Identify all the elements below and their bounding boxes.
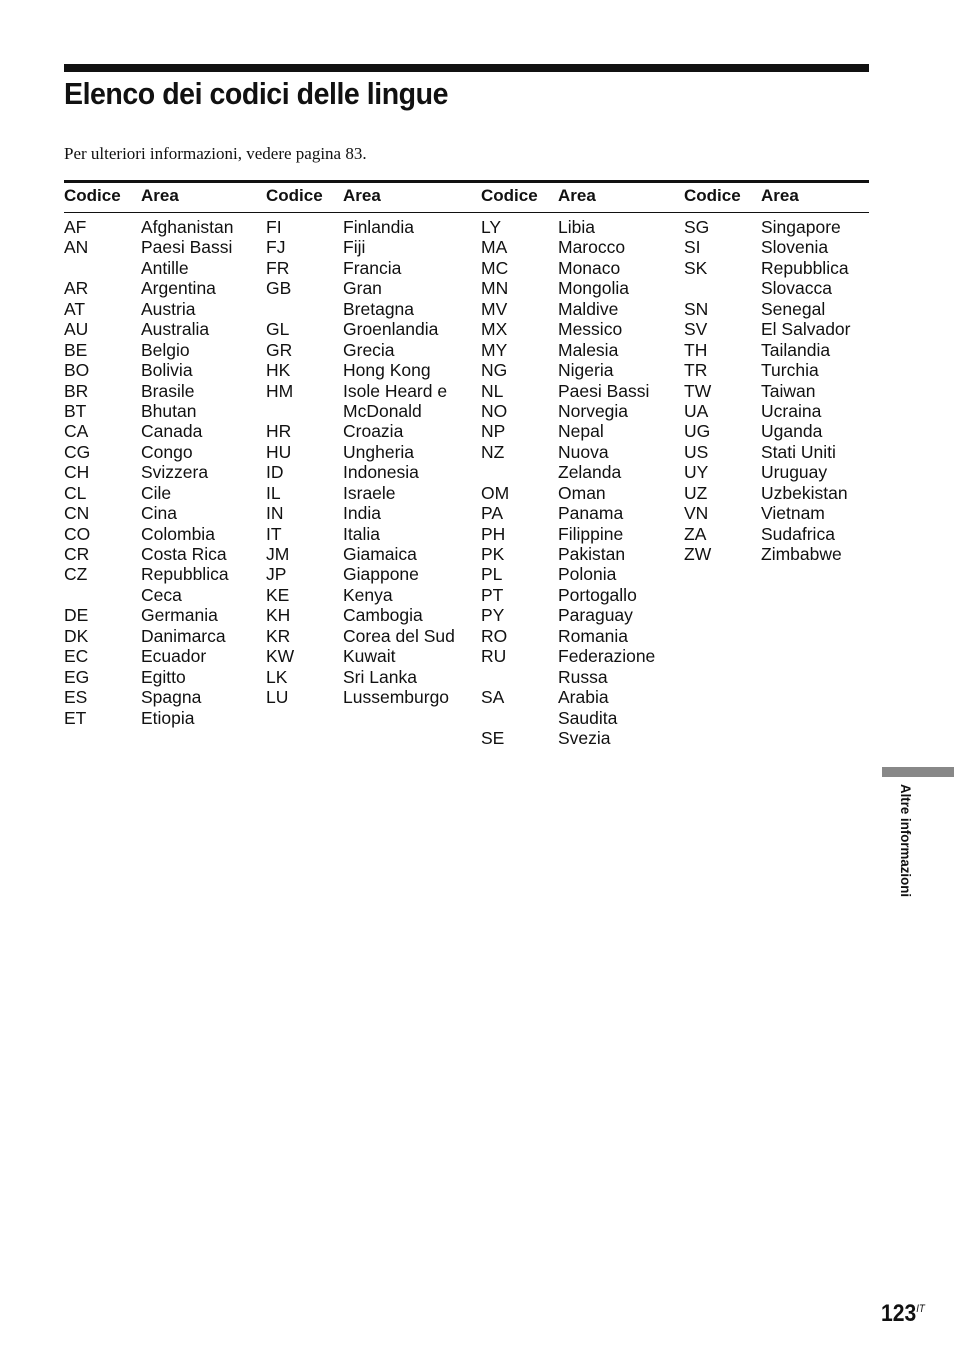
cell-area: Maldive <box>558 298 619 319</box>
cell-area: Repubblica <box>141 564 229 585</box>
cell-area: Portogallo <box>558 584 637 605</box>
cell-code: BO <box>64 360 90 381</box>
title-rule <box>64 64 869 72</box>
cell-code: ID <box>266 462 284 483</box>
cell-area: Repubblica <box>761 257 849 278</box>
header-code: Codice <box>64 186 121 205</box>
cell-code: CG <box>64 441 91 462</box>
cell-code: HM <box>266 380 294 401</box>
cell-area: Etiopia <box>141 707 195 728</box>
cell-area: Colombia <box>141 523 215 544</box>
cell-area: Senegal <box>761 298 826 319</box>
cell-area: Uzbekistan <box>761 482 848 503</box>
cell-area: Svezia <box>558 727 611 748</box>
cell-area: Danimarca <box>141 625 226 646</box>
cell-code: TR <box>684 360 708 381</box>
header-area: Area <box>141 186 179 205</box>
cell-code: SN <box>684 298 709 319</box>
side-tab-label: Altre informazioni <box>898 784 914 898</box>
cell-area: Norvegia <box>558 400 629 421</box>
cell-area: Ceca <box>141 584 182 605</box>
cell-code: OM <box>481 482 510 503</box>
cell-code: MY <box>481 339 508 360</box>
cell-code: UY <box>684 462 709 483</box>
cell-area: Panama <box>558 503 624 524</box>
cell-area: Turchia <box>761 360 819 381</box>
cell-code: GB <box>266 278 292 299</box>
cell-area: Cambogia <box>343 605 423 626</box>
cell-code: FR <box>266 257 290 278</box>
cell-code: NG <box>481 360 508 381</box>
cell-area: Nuova <box>558 441 609 462</box>
cell-code: MX <box>481 319 508 340</box>
header-area: Area <box>558 186 596 205</box>
cell-code: PK <box>481 544 505 564</box>
cell-area: Kuwait <box>343 646 396 667</box>
cell-code: HK <box>266 360 291 381</box>
cell-code: SE <box>481 727 505 748</box>
cell-code: PL <box>481 564 503 585</box>
cell-area: Paraguay <box>558 605 633 626</box>
cell-area: Messico <box>558 319 623 340</box>
cell-code: BT <box>64 400 87 421</box>
cell-code: NP <box>481 421 506 442</box>
cell-area: Giappone <box>343 564 419 585</box>
cell-code: CL <box>64 482 87 503</box>
cell-code: PH <box>481 523 506 544</box>
cell-code: CO <box>64 523 91 544</box>
cell-area: Bhutan <box>141 400 197 421</box>
cell-area: Argentina <box>141 278 216 299</box>
cell-code: BR <box>64 380 89 401</box>
cell-code: MA <box>481 237 508 258</box>
cell-area: Antille <box>141 257 189 278</box>
cell-code: AT <box>64 298 86 319</box>
cell-code: DE <box>64 605 89 626</box>
cell-area: Filippine <box>558 523 624 544</box>
cell-area: Bretagna <box>343 298 415 319</box>
cell-area: Romania <box>558 625 629 646</box>
cell-area: India <box>343 503 381 524</box>
page-number-value: 123 <box>881 1300 917 1327</box>
cell-code: DK <box>64 625 89 646</box>
cell-code: JP <box>266 564 287 585</box>
cell-area: Costa Rica <box>141 544 227 564</box>
cell-code: UG <box>684 421 711 442</box>
cell-area: Russa <box>558 666 608 687</box>
cell-area: Ucraina <box>761 400 822 421</box>
header-area: Area <box>343 186 381 205</box>
cell-area: Federazione <box>558 646 656 667</box>
cell-area: Zelanda <box>558 462 622 483</box>
cell-code: IT <box>266 523 282 544</box>
cell-code: MC <box>481 257 509 278</box>
cell-area: Belgio <box>141 339 190 360</box>
cell-code: SA <box>481 687 505 708</box>
cell-code: US <box>684 441 709 462</box>
cell-code: BE <box>64 339 88 360</box>
cell-code: AR <box>64 278 89 299</box>
cell-area: Indonesia <box>343 462 419 483</box>
cell-area: McDonald <box>343 400 422 421</box>
intro-text: Per ulteriori informazioni, vedere pagina 83. <box>64 144 367 163</box>
cell-code: CN <box>64 503 90 524</box>
cell-area: Svizzera <box>141 462 209 483</box>
cell-code: TH <box>684 339 708 360</box>
cell-area: Francia <box>343 257 402 278</box>
cell-area: Slovacca <box>761 278 833 299</box>
cell-area: Grecia <box>343 339 395 360</box>
cell-code: IN <box>266 503 284 524</box>
page-number <box>881 1300 925 1328</box>
cell-code: MV <box>481 298 508 319</box>
header-code: Codice <box>684 186 741 205</box>
cell-area: Bolivia <box>141 360 193 381</box>
cell-code: GL <box>266 319 290 340</box>
cell-code: FI <box>266 217 282 237</box>
cell-area: Afghanistan <box>141 217 234 237</box>
cell-code: ZW <box>684 544 712 564</box>
cell-area: Singapore <box>761 217 841 237</box>
cell-code: AN <box>64 237 89 258</box>
cell-area: Italia <box>343 523 380 544</box>
cell-area: Pakistan <box>558 544 626 564</box>
cell-code: TW <box>684 380 712 401</box>
cell-area: Isole Heard e <box>343 380 448 401</box>
header-area: Area <box>761 186 799 205</box>
cell-code: SG <box>684 217 710 237</box>
cell-area: Germania <box>141 605 218 626</box>
cell-area: Uganda <box>761 421 823 442</box>
cell-area: Slovenia <box>761 237 829 258</box>
cell-area: Ecuador <box>141 646 207 667</box>
cell-area: Giamaica <box>343 544 417 564</box>
cell-code: UZ <box>684 482 708 503</box>
cell-area: Cile <box>141 482 172 503</box>
cell-area: Mongolia <box>558 278 630 299</box>
cell-area: Canada <box>141 421 203 442</box>
cell-area: Cina <box>141 503 177 524</box>
cell-area: Austria <box>141 298 196 319</box>
page-language-suffix: IT <box>916 1303 925 1315</box>
cell-code: UA <box>684 400 709 421</box>
cell-area: Uruguay <box>761 462 828 483</box>
cell-code: SI <box>684 237 701 258</box>
cell-area: Paesi Bassi <box>141 237 233 258</box>
cell-area: Congo <box>141 441 193 462</box>
cell-code: CR <box>64 544 90 564</box>
cell-area: Croazia <box>343 421 404 442</box>
cell-area: Israele <box>343 482 396 503</box>
cell-area: Nigeria <box>558 360 614 381</box>
cell-area: Ungheria <box>343 441 415 462</box>
cell-code: LK <box>266 666 288 687</box>
cell-area: Sudafrica <box>761 523 835 544</box>
cell-code: SK <box>684 257 708 278</box>
cell-code: KH <box>266 605 291 626</box>
side-tab-bar <box>882 767 954 777</box>
cell-code: KE <box>266 584 290 605</box>
cell-code: HU <box>266 441 292 462</box>
cell-code: LU <box>266 687 289 708</box>
cell-code: GR <box>266 339 293 360</box>
cell-code: EG <box>64 666 90 687</box>
cell-code: SV <box>684 319 708 340</box>
cell-code: RU <box>481 646 507 667</box>
cell-code: ZA <box>684 523 707 544</box>
page-title: Elenco dei codici delle lingue <box>64 76 448 111</box>
cell-area: Fiji <box>343 237 366 258</box>
cell-code: IL <box>266 482 281 503</box>
header-code: Codice <box>266 186 323 205</box>
cell-code: JM <box>266 544 290 564</box>
cell-code: MN <box>481 278 509 299</box>
cell-code: LY <box>481 217 502 237</box>
cell-area: Gran <box>343 278 382 299</box>
cell-code: AU <box>64 319 89 340</box>
cell-area: El Salvador <box>761 319 851 340</box>
cell-area: Stati Uniti <box>761 441 836 462</box>
cell-code: PT <box>481 584 504 605</box>
cell-area: Groenlandia <box>343 319 439 340</box>
cell-area: Sri Lanka <box>343 666 417 687</box>
cell-area: Hong Kong <box>343 360 431 381</box>
cell-area: Polonia <box>558 564 617 585</box>
cell-code: PA <box>481 503 504 524</box>
cell-area: Australia <box>141 319 210 340</box>
cell-code: CA <box>64 421 89 442</box>
cell-code: CH <box>64 462 90 483</box>
cell-code: AF <box>64 217 87 237</box>
cell-area: Egitto <box>141 666 186 687</box>
cell-code: KW <box>266 646 295 667</box>
cell-area: Oman <box>558 482 606 503</box>
cell-area: Brasile <box>141 380 195 401</box>
cell-code: HR <box>266 421 292 442</box>
cell-code: VN <box>684 503 709 524</box>
cell-area: Taiwan <box>761 380 816 401</box>
cell-code: ET <box>64 707 87 728</box>
table-header-rule <box>64 212 869 213</box>
cell-area: Finlandia <box>343 217 415 237</box>
cell-code: PY <box>481 605 505 626</box>
cell-code: FJ <box>266 237 286 258</box>
cell-code: KR <box>266 625 291 646</box>
cell-area: Tailandia <box>761 339 831 360</box>
cell-area: Malesia <box>558 339 619 360</box>
cell-code: CZ <box>64 564 88 585</box>
cell-area: Nepal <box>558 421 604 442</box>
header-code: Codice <box>481 186 538 205</box>
cell-code: RO <box>481 625 508 646</box>
cell-area: Monaco <box>558 257 621 278</box>
cell-area: Libia <box>558 217 595 237</box>
cell-code: ES <box>64 687 88 708</box>
cell-area: Corea del Sud <box>343 625 455 646</box>
cell-area: Arabia <box>558 687 609 708</box>
table-top-rule <box>64 180 869 183</box>
cell-area: Spagna <box>141 687 202 708</box>
cell-area: Lussemburgo <box>343 687 450 708</box>
cell-code: NZ <box>481 441 505 462</box>
cell-area: Zimbabwe <box>761 544 842 564</box>
cell-code: NO <box>481 400 508 421</box>
cell-area: Vietnam <box>761 503 825 524</box>
cell-area: Paesi Bassi <box>558 380 650 401</box>
cell-area: Kenya <box>343 584 393 605</box>
cell-code: NL <box>481 380 504 401</box>
cell-area: Saudita <box>558 707 618 728</box>
cell-code: EC <box>64 646 89 667</box>
cell-area: Marocco <box>558 237 626 258</box>
